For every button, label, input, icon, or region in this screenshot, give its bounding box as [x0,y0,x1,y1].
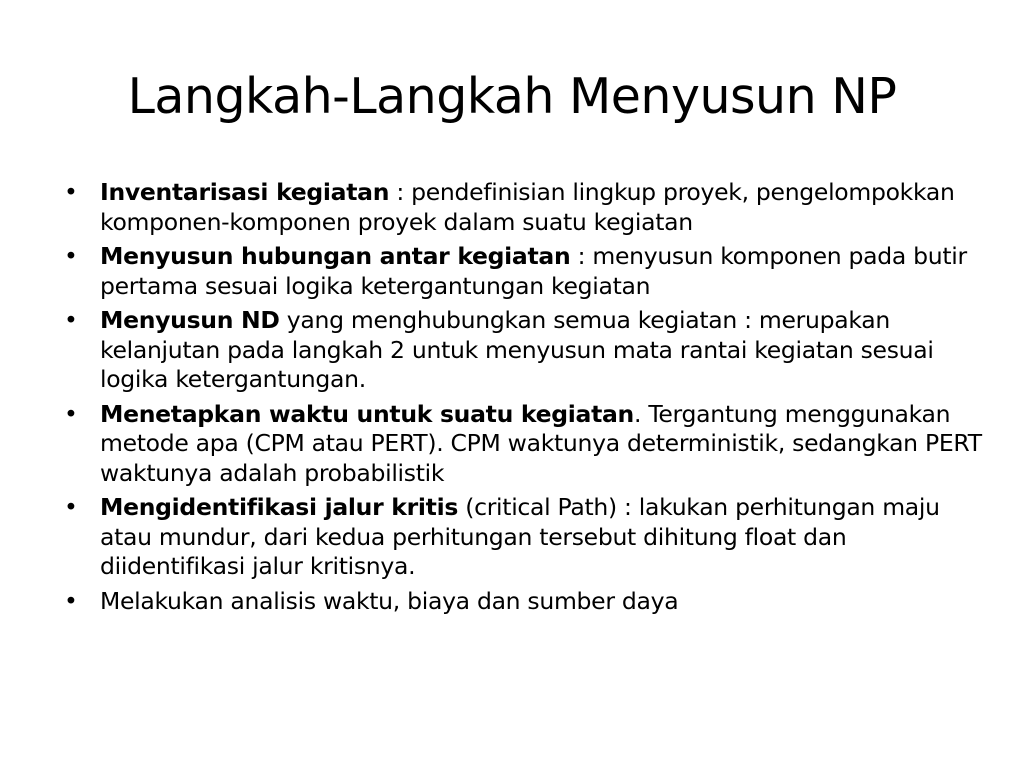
bullet-text: yang menghubungkan semua kegiatan : merupakan kelanjutan pada langkah 2 untuk menyusun mata rantai kegiatan sesuai logika ketergantungan. [100,306,934,393]
bullet-text: Melakukan analisis waktu, biaya dan sumber daya [100,586,679,615]
bullet-dot-icon: • [64,586,78,615]
bullet-item-5 [64,493,984,582]
bullet-list [64,178,984,621]
bullet-bold-text: Mengidentifikasi jalur kritis [100,493,459,521]
bullet-item-4 [64,400,984,489]
bullet-dot-icon: • [64,178,78,206]
bullet-dot-icon: • [64,493,78,521]
bullet-text: (critical Path) : lakukan perhitungan maju atau mundur, dari kedua perhitungan tersebut dihitung float dan diidentifikasi jalur kritisnya. [100,493,940,580]
bullet-bold-text: Menyusun hubungan antar kegiatan [100,242,571,270]
bullet-item-1 [64,178,984,237]
bullet-bold-text: Inventarisasi kegiatan [100,178,390,206]
bullet-item-2 [64,242,984,301]
bullet-bold-text: Menyusun ND [100,306,280,334]
bullet-dot-icon: • [64,242,78,270]
bullet-dot-icon: • [64,399,78,428]
bullet-bold-text: Menetapkan waktu untuk suatu kegiatan [100,399,634,428]
slide-title: Langkah-Langkah Menyusun NP [127,68,897,125]
bullet-item-3 [64,306,984,395]
bullet-text: : pendefinisian lingkup proyek, pengelompokkan komponen-komponen proyek dalam suatu kegiatan [100,178,955,236]
bullet-dot-icon: • [64,306,78,334]
bullet-text: . Tergantung menggunakan metode apa (CPM atau PERT). CPM waktunya deterministik, sedangkan PERT waktunya adalah probabilistik [100,399,982,487]
bullet-item-6 [64,587,984,617]
bullet-text: : menyusun komponen pada butir pertama sesuai logika ketergantungan kegiatan [100,242,967,300]
